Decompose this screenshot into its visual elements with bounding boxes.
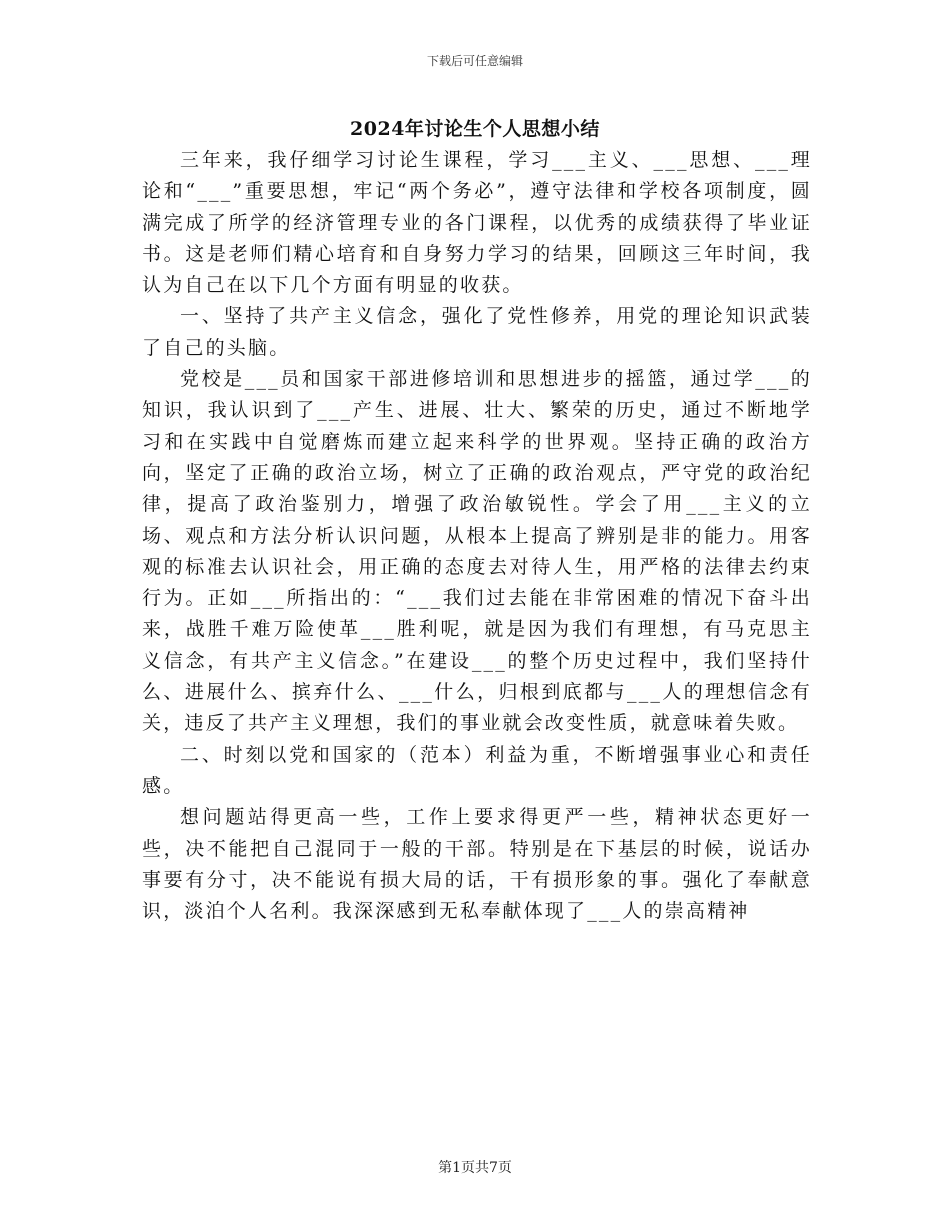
paragraph-heading-one: 一、坚持了共产主义信念，强化了党性修养，用党的理论知识武装了自己的头脑。 <box>142 305 812 359</box>
paragraph-heading-two: 二、时刻以党和国家的（范本）利益为重，不断增强事业心和责任感。 <box>142 743 812 797</box>
document-title: 2024年讨论生个人思想小结 <box>350 118 600 140</box>
paragraph-responsibility: 想问题站得更高一些，工作上要求得更严一些，精神状态更好一些，决不能把自己混同于一般的干部。特别是在下基层的时候，说话办事要有分寸，决不能说有损大局的话，干有损形象的事。强化了奉献意识，淡泊个人名利。我深深感到无私奉献体现了___人的崇高精神 <box>142 806 812 923</box>
paragraph-party-school: 党校是___员和国家干部进修培训和思想进步的摇篮，通过学___的知识，我认识到了___产生、进展、壮大、繁荣的历史，通过不断地学习和在实践中自觉磨炼而建立起来科学的世界观。坚持正确的政治方向，坚定了正确的政治立场，树立了正确的政治观点，严守党的政治纪律，提高了政治鉴别力，增强了政治敏锐性。学会了用___主义的立场、观点和方法分析认识问题，从根本上提高了辨别是非的能力。用客观的标准去认识社会，用正确的态度去对待人生，用严格的法律去约束行为。正如___所指出的：“___我们过去能在非常困难的情况下奋斗出来，战胜千难万险使革___胜利呢，就是因为我们有理想，有马克思主义信念，有共产主义信念。”在建设___的整个历史过程中，我们坚持什么、进展什么、摈弃什么、___什么，归根到底都与___人的理想信念有关，违反了共产主义理想，我们的事业就会改变性质，就意味着失败。 <box>142 368 812 735</box>
download-note: 下载后可任意编辑 <box>426 54 523 68</box>
page-number: 第1页共7页 <box>438 1160 512 1176</box>
document-body <box>142 145 812 927</box>
paragraph-intro: 三年来，我仔细学习讨论生课程，学习___主义、___思想、___理论和“___”重要思想，牢记“两个务必”，遵守法律和学校各项制度，圆满完成了所学的经济管理专业的各门课程，以优秀的成绩获得了毕业证书。这是老师们精心培育和自身努力学习的结果，回顾这三年时间，我认为自己在以下几个方面有明显的收获。 <box>142 149 812 297</box>
